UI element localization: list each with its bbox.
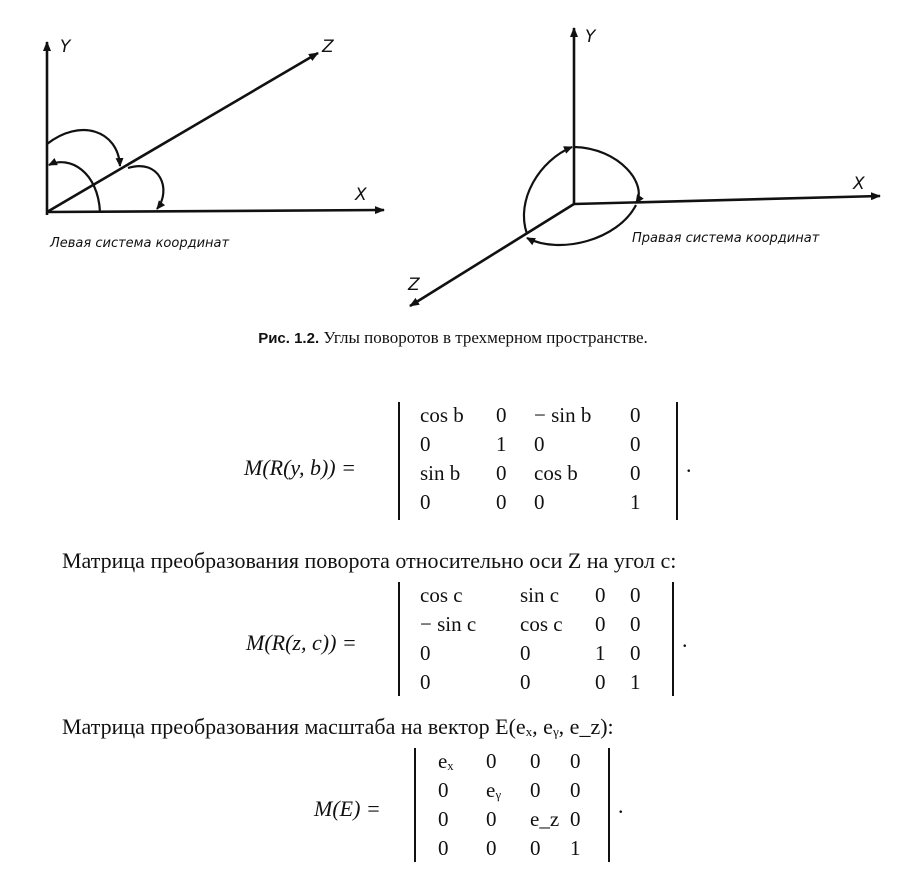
matrix-scale-lhs: M(E) = (314, 796, 381, 821)
left-z-label: Z (322, 37, 334, 57)
matrix-y-cell: 0 (496, 403, 507, 427)
matrix-y-cell: 0 (630, 403, 641, 427)
matrix-y-cell: 1 (496, 432, 507, 456)
matrix-y-cell: − sin b (534, 403, 592, 427)
matrix-y-cell: 0 (534, 490, 545, 514)
matrix-y-cell: cos b (420, 403, 464, 427)
matrix-z-period: . (682, 627, 688, 652)
matrix-z-cell: − sin c (420, 612, 477, 636)
right-x-axis (574, 196, 880, 204)
matrix-scale-cell: 0 (486, 749, 497, 773)
matrix-scale-period: . (618, 793, 624, 818)
matrix-z-lhs: M(R(z, c)) = (246, 630, 357, 655)
matrix-y-cell: 0 (420, 490, 431, 514)
right-arc-y-to-x (574, 147, 639, 203)
caption-number: Рис. 1.2. (258, 330, 320, 347)
matrix-y-cell: 0 (534, 432, 545, 456)
right-z-label: Z (408, 275, 420, 295)
left-x-label: X (355, 185, 367, 205)
matrix-y-cell: cos b (534, 461, 578, 485)
left-z-axis (47, 53, 318, 212)
matrix-z-cell: 1 (595, 641, 606, 665)
matrix-z-cell: 0 (520, 670, 531, 694)
figure-caption (0, 328, 906, 348)
text-rotation-z: Матрица преобразования поворота относительно оси Z на угол c: (62, 548, 677, 573)
matrix-scale-cell: 0 (570, 749, 581, 773)
matrix-z-cell: 0 (595, 612, 606, 636)
matrix-z-left-bar (398, 582, 400, 696)
caption-text: Углы поворотов в трехмерном пространстве. (323, 328, 648, 347)
matrix-z-cell: cos c (420, 583, 463, 607)
matrix-scale-cell: 0 (486, 807, 497, 831)
matrix-y-cell: 0 (496, 461, 507, 485)
matrix-z-right-bar (672, 582, 674, 696)
matrix-y-cell: 0 (496, 490, 507, 514)
matrix-scale-cell: 0 (570, 778, 581, 802)
right-system-label: Правая система координат (632, 231, 820, 246)
matrix-scale-cell: 0 (530, 749, 541, 773)
matrix-y-cell: 0 (420, 432, 431, 456)
matrix-scale-cell: 0 (570, 807, 581, 831)
left-arc-x-to-y (49, 162, 100, 212)
matrix-y-period: . (686, 452, 692, 477)
matrix-scale-cell: 1 (570, 836, 581, 860)
rotation-figure (0, 0, 906, 330)
matrix-y-lhs: M(R(y, b)) = (244, 455, 356, 480)
matrix-z-cell: 0 (630, 583, 641, 607)
right-coordinate-system (407, 27, 880, 306)
matrix-z-cell: 0 (420, 670, 431, 694)
matrix-z-cell: 1 (630, 670, 641, 694)
matrix-z-cell: cos c (520, 612, 563, 636)
matrix-z-cell: 0 (420, 641, 431, 665)
matrix-scale-cell: 0 (438, 836, 449, 860)
left-arc-y-to-z (47, 130, 120, 166)
matrix-y-cell: 0 (630, 432, 641, 456)
matrix-y-cell: sin b (420, 461, 461, 485)
right-y-label: Y (585, 27, 596, 47)
matrix-y-left-bar (398, 402, 400, 520)
matrix-y-cell: 1 (630, 490, 641, 514)
matrix-z-cell: 0 (520, 641, 531, 665)
left-y-label: Y (60, 37, 71, 57)
matrix-z-cell: 0 (595, 670, 606, 694)
matrix-scale-cell: 0 (438, 807, 449, 831)
matrix-scale-cell: eₓ (438, 749, 454, 773)
left-arc-z-to-x (128, 166, 163, 209)
matrix-scale-cell: 0 (486, 836, 497, 860)
right-x-label: X (853, 174, 865, 194)
matrix-z-cell: 0 (595, 583, 606, 607)
matrix-y-right-bar (676, 402, 678, 520)
matrix-z-cell: sin c (520, 583, 560, 607)
right-arc-x-to-z (527, 205, 636, 245)
matrix-z-cell: 0 (630, 612, 641, 636)
matrix-scale-right-bar (608, 748, 610, 862)
text-scale: Матрица преобразования масштаба на вектор E(eₓ, eᵧ, e_z): (62, 714, 614, 739)
matrix-scale-cell: 0 (530, 778, 541, 802)
left-system-label: Левая система координат (50, 236, 230, 251)
matrix-scale-left-bar (414, 748, 416, 862)
matrix-scale-cell: 0 (530, 836, 541, 860)
matrix-y-cell: 0 (630, 461, 641, 485)
matrix-scale-cell: eᵧ (486, 778, 501, 802)
matrix-scale-cell: e_z (530, 807, 560, 831)
matrix-scale-cell: 0 (438, 778, 449, 802)
left-coordinate-system (47, 37, 384, 251)
right-z-axis (410, 204, 574, 306)
matrix-z-cell: 0 (630, 641, 641, 665)
left-x-axis (47, 210, 384, 212)
